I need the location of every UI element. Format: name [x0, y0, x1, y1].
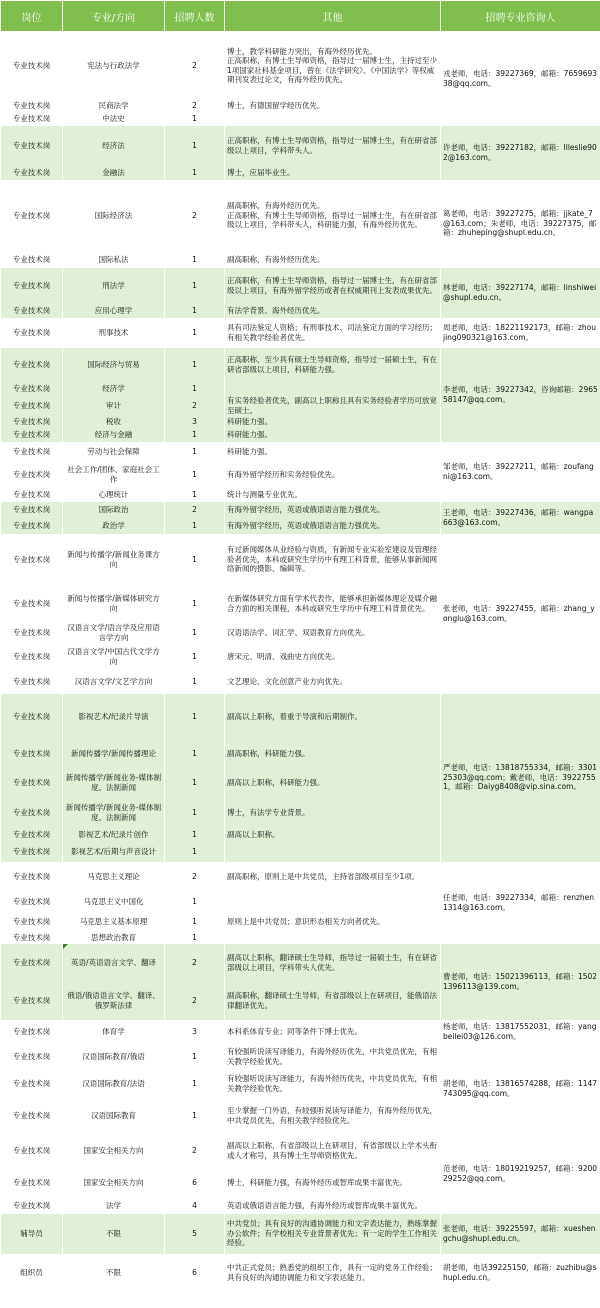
other-cell: 至少掌握一门外语，有较强听说读写译能力，有海外经历优先，中共党员优先，有相关教学经验优先。	[225, 1098, 441, 1134]
major-cell: 国际私法	[63, 252, 165, 268]
other-cell: 博士，应届毕业生。	[225, 166, 441, 180]
major-cell: 刑事技术	[63, 318, 165, 348]
major-cell: 国际经济法	[63, 180, 165, 252]
major-cell: 应用心理学	[63, 304, 165, 318]
other-cell: 副高职称，有海外经历优先。 正高职称，有博士生导师资格，指导过一届博士生，有在研省部级以上项目，学科带头人，科研能力强，有海外经历优先。	[225, 180, 441, 252]
header-position: 岗位	[1, 1, 63, 32]
count-cell: 1	[165, 1098, 225, 1134]
header-count: 招聘人数	[165, 1, 225, 32]
position-cell: 专业技术岗	[1, 842, 63, 862]
other-cell: 博士，教学科研能力突出，有海外经历优先。 正高职称，有博士生导师资格，指导过一届博士生，主持过至少1项国家社科基金项目，曾在《法学研究》、《中国法学》等权威期刊发表过论文，有海外经历优先。	[225, 32, 441, 100]
count-cell: 1	[165, 644, 225, 670]
major-cell: 新闻与传播学/新闻业务课方向	[63, 534, 165, 586]
major-cell: 国家安全相关方向	[63, 1168, 165, 1198]
other-cell: 副高以上职称，科研能力强。	[225, 768, 441, 798]
major-cell: 汉语言文学/文艺学方向	[63, 670, 165, 694]
other-cell	[225, 113, 441, 126]
other-cell: 副高以上职称。	[225, 828, 441, 842]
major-cell: 民商法学	[63, 100, 165, 113]
other-cell: 有海外留学经历和实务经验优先。	[225, 462, 441, 489]
count-cell: 1	[165, 740, 225, 768]
major-cell: 汉语言文学/语言学及应用语言学方向	[63, 622, 165, 644]
other-cell: 有法学背景、海外经历优先。	[225, 304, 441, 318]
other-cell: 有海外留学经历，英语或俄语语言能力强优先。	[225, 502, 441, 518]
position-cell: 专业技术岗	[1, 166, 63, 180]
position-cell: 专业技术岗	[1, 1098, 63, 1134]
count-cell: 2	[165, 100, 225, 113]
position-cell: 专业技术岗	[1, 318, 63, 348]
position-cell: 专业技术岗	[1, 1070, 63, 1098]
major-cell: 汉语国际教育/法语	[63, 1070, 165, 1098]
other-cell	[225, 932, 441, 944]
count-cell: 1	[165, 670, 225, 694]
contact-cell: 胡老师，电话：13816574288，邮箱：1147743095@qq.com。	[441, 1044, 600, 1134]
contact-cell: 周老师，电话：18221192173，邮箱：zhoujing090321@163.com。	[441, 318, 600, 348]
contact-cell: 胡老师，电话39225150，邮箱：zuzhibu@shupl.edu.cn。	[441, 1254, 600, 1292]
other-cell: 有海外留学经历，英语或俄语语言能力强优先。	[225, 518, 441, 534]
position-cell: 专业技术岗	[1, 932, 63, 944]
position-cell: 专业技术岗	[1, 798, 63, 828]
position-cell: 专业技术岗	[1, 304, 63, 318]
position-cell: 专业技术岗	[1, 518, 63, 534]
major-cell: 审计	[63, 396, 165, 416]
count-cell: 1	[165, 462, 225, 489]
major-cell: 经济法	[63, 126, 165, 166]
position-cell: 专业技术岗	[1, 892, 63, 912]
other-cell: 有较强听说读写译能力，有海外经历优先，中共党员优先，有相关教学经验优先。	[225, 1044, 441, 1070]
major-cell: 思想政治教育	[63, 932, 165, 944]
position-cell: 专业技术岗	[1, 768, 63, 798]
position-cell: 专业技术岗	[1, 982, 63, 1020]
table-row	[1, 1020, 600, 1044]
contact-cell: 严老师，电话：13818755334，邮箱：330125303@qq.com；戴老师，电话：39227551，邮箱：Daiyg8408@vip.sina.com。	[441, 694, 600, 862]
position-cell: 专业技术岗	[1, 1134, 63, 1168]
position-cell: 专业技术岗	[1, 944, 63, 982]
count-cell: 1	[165, 534, 225, 586]
count-cell: 1	[165, 429, 225, 442]
count-cell: 1	[165, 912, 225, 932]
count-cell: 1	[165, 304, 225, 318]
count-cell: 2	[165, 944, 225, 982]
major-cell: 经济学	[63, 382, 165, 396]
position-cell: 专业技术岗	[1, 670, 63, 694]
contact-cell: 邹老师，电话：39227211，邮箱：zoufangni@163.com。	[441, 442, 600, 502]
position-cell: 专业技术岗	[1, 489, 63, 502]
table-row	[1, 862, 600, 892]
other-cell: 中共党员；具有良好的沟通协调能力和文字表达能力，熟练掌握办公软件；有学校相关专业背景者优先；有一定的学生工作相关经验。	[225, 1214, 441, 1254]
position-cell: 专业技术岗	[1, 416, 63, 429]
position-cell: 专业技术岗	[1, 100, 63, 113]
table-row	[1, 268, 600, 304]
other-cell: 文艺理论、文化创意产业方向优先。	[225, 670, 441, 694]
major-cell: 新闻传播学/新闻业务-媒体制度、法制新闻	[63, 768, 165, 798]
other-cell: 唐宋元、明清、戏曲史方向优先。	[225, 644, 441, 670]
other-cell: 正高职称，至少具有硕士生导师资格，指导过一届硕士生，有在研省部级以上项目，科研能力强。	[225, 348, 441, 382]
count-cell: 1	[165, 442, 225, 462]
other-cell: 科研能力强。	[225, 442, 441, 462]
count-cell: 2	[165, 982, 225, 1020]
position-cell: 专业技术岗	[1, 586, 63, 622]
position-cell: 专业技术岗	[1, 396, 63, 416]
position-cell: 专业技术岗	[1, 534, 63, 586]
other-cell: 副高职称，有海外经历优先。	[225, 252, 441, 268]
count-cell: 1	[165, 842, 225, 862]
count-cell: 1	[165, 932, 225, 944]
count-cell: 1	[165, 1070, 225, 1098]
contact-cell: 任老师，电话：39227334，邮箱：renzhen1314@163.com。	[441, 862, 600, 944]
table-row	[1, 1214, 600, 1254]
count-cell: 6	[165, 1254, 225, 1292]
other-cell: 正高职称，有博士生导师资格，指导过一届博士生，有在研省部级以上项目，学科带头人。	[225, 126, 441, 166]
count-cell: 1	[165, 1044, 225, 1070]
count-cell: 1	[165, 382, 225, 396]
major-cell: 政治学	[63, 518, 165, 534]
other-cell: 副高职称，翻译硕士生导师，有省部级以上在研项目，能俄语法律翻译优先。	[225, 982, 441, 1020]
count-cell: 5	[165, 1214, 225, 1254]
position-cell: 组织员	[1, 1254, 63, 1292]
count-cell: 1	[165, 798, 225, 828]
other-cell: 英语或俄语语言能力强，有海外经历或智库成果丰富优先。	[225, 1198, 441, 1214]
count-cell: 1	[165, 318, 225, 348]
count-cell: 1	[165, 622, 225, 644]
other-cell: 具有司法鉴定人资格；有刑事技术、司法鉴定方面的学习经历；有相关教学经验者优先。	[225, 318, 441, 348]
position-cell: 专业技术岗	[1, 912, 63, 932]
major-cell: 宪法与行政法学	[63, 32, 165, 100]
header-row	[1, 1, 600, 32]
count-cell: 6	[165, 1168, 225, 1198]
major-cell: 国家安全相关方向	[63, 1134, 165, 1168]
major-cell: 影视艺术/纪录片创作	[63, 828, 165, 842]
count-cell: 2	[165, 862, 225, 892]
count-cell: 4	[165, 1198, 225, 1214]
other-cell: 汉语语法学、词汇学、双语教育方向优先。	[225, 622, 441, 644]
count-cell: 1	[165, 892, 225, 912]
position-cell: 专业技术岗	[1, 180, 63, 252]
position-cell: 专业技术岗	[1, 113, 63, 126]
other-cell: 正高职称，有博士生导师资格，指导过一届博士生，有在研省部级以上项目，有海外留学经历或者在权威期刊上发表成果优先。	[225, 268, 441, 304]
major-cell: 影视艺术/后期与声音设计	[63, 842, 165, 862]
table-row	[1, 502, 600, 518]
contact-cell: 许老师，电话：39227182，邮箱：llleslie902@163.com。	[441, 126, 600, 180]
position-cell: 专业技术岗	[1, 268, 63, 304]
count-cell: 1	[165, 113, 225, 126]
contact-cell: 李老师，电话：39227342，咨询邮箱：29655814​7@qq.com。	[441, 348, 600, 442]
other-cell: 副高以上职称，有省部级以上在研项目，有省部级以上学术头衔或人才称号，具有博士生导师资格优先。	[225, 1134, 441, 1168]
major-cell: 劳动与社会保障	[63, 442, 165, 462]
major-cell: 汉语国际教育/俄语	[63, 1044, 165, 1070]
position-cell: 专业技术岗	[1, 382, 63, 396]
count-cell: 1	[165, 828, 225, 842]
position-cell: 专业技术岗	[1, 502, 63, 518]
position-cell: 专业技术岗	[1, 644, 63, 670]
contact-cell: 张老师，电话：39225597，邮箱：xueshengchu@shupl.edu.cn。	[441, 1214, 600, 1254]
major-cell: 马克思主义基本原理	[63, 912, 165, 932]
position-cell: 专业技术岗	[1, 1168, 63, 1198]
count-cell: 2	[165, 32, 225, 100]
position-cell: 专业技术岗	[1, 32, 63, 100]
major-cell: 心理统计	[63, 489, 165, 502]
position-cell: 专业技术岗	[1, 348, 63, 382]
count-cell: 1	[165, 268, 225, 304]
other-cell: 有过新闻媒体从业经验与资质，有新闻专业实验室建设及管理经验者优先，本科或研究生学历中有理工科背景，能够从事新闻网络新闻的摄影、编辑等。	[225, 534, 441, 586]
count-cell: 1	[165, 166, 225, 180]
major-cell: 新闻传播学/新闻业务-媒体制度、法制新闻	[63, 798, 165, 828]
major-cell: 不限	[63, 1214, 165, 1254]
table-row	[1, 694, 600, 740]
position-cell: 专业技术岗	[1, 252, 63, 268]
major-cell: 马克思主义理论	[63, 862, 165, 892]
other-cell: 有实务经验者优先，副高以上职称且具有实务经验者学历可放宽至硕士。	[225, 396, 441, 416]
major-cell: 经济与金融	[63, 429, 165, 442]
table-row	[1, 534, 600, 586]
other-cell: 副高职称，科研能力强。	[225, 740, 441, 768]
other-cell: 科研能力强。	[225, 429, 441, 442]
other-cell: 原则上是中共党员；意识形态相关方向者优先。	[225, 912, 441, 932]
count-cell: 1	[165, 126, 225, 166]
table-row	[1, 126, 600, 166]
table-row	[1, 180, 600, 252]
other-cell: 副高以上职称，着重于导演和后期制作。	[225, 694, 441, 740]
major-cell: 英语/英语语言文学、翻译	[63, 944, 165, 982]
table-row	[1, 1134, 600, 1168]
major-cell: 国际经济与贸易	[63, 348, 165, 382]
contact-cell: 戎老师，电话：39227369，邮箱：765969338@qq.com。	[441, 32, 600, 126]
major-cell: 俄语/俄语语言文学、翻译、俄罗斯法律	[63, 982, 165, 1020]
header-contact: 招聘专业咨询人	[441, 1, 600, 32]
major-cell: 中法史	[63, 113, 165, 126]
count-cell: 2	[165, 180, 225, 252]
position-cell: 专业技术岗	[1, 862, 63, 892]
major-cell: 刑法学	[63, 268, 165, 304]
major-cell: 新闻与传播学/新媒体研究方向	[63, 586, 165, 622]
position-cell: 专业技术岗	[1, 1020, 63, 1044]
major-cell: 汉语言文学/中国古代文学方向	[63, 644, 165, 670]
position-cell: 专业技术岗	[1, 429, 63, 442]
count-cell: 2	[165, 1134, 225, 1168]
count-cell: 2	[165, 502, 225, 518]
count-cell: 1	[165, 694, 225, 740]
count-cell: 2	[165, 396, 225, 416]
other-cell: 博士，科研能力强，有海外经历或智库成果丰富优先。	[225, 1168, 441, 1198]
other-cell: 中共正式党员；熟悉党的组织工作，具有一定的党务工作经验；具有良好的沟通协调能力和文字表达能力。	[225, 1254, 441, 1292]
count-cell: 1	[165, 489, 225, 502]
count-cell: 1	[165, 252, 225, 268]
contact-cell: 曹老师，电话：15021396113，邮箱：15021396113@139.com。	[441, 944, 600, 1020]
other-cell	[225, 382, 441, 396]
other-cell: 统计与测量专业优先。	[225, 489, 441, 502]
count-cell: 1	[165, 586, 225, 622]
table-row	[1, 1044, 600, 1070]
major-cell: 汉语国际教育	[63, 1098, 165, 1134]
table-row	[1, 32, 600, 100]
contact-cell: 杨老师，电话：13817552031，邮箱：yangbeilei03@126.com。	[441, 1020, 600, 1044]
major-cell: 法学	[63, 1198, 165, 1214]
other-cell: 有较强听说读写译能力，有海外经历优先，中共党员优先，有相关教学经验优先。	[225, 1070, 441, 1098]
contact-cell: 葛老师，电话：39227275，邮箱：jjkate_7@163.com；朱老师，电话：39227375，邮箱：zhuheping@shupl.edu.cn。	[441, 180, 600, 268]
major-cell: 社会工作/团体、家庭社会工作	[63, 462, 165, 489]
position-cell: 专业技术岗	[1, 126, 63, 166]
other-cell	[225, 892, 441, 912]
other-cell: 副高职称，原则上是中共党员，主持省部级项目至少1项。	[225, 862, 441, 892]
other-cell	[225, 842, 441, 862]
other-cell: 博士，有法学专业背景。	[225, 798, 441, 828]
position-cell: 专业技术岗	[1, 828, 63, 842]
table-row	[1, 348, 600, 382]
count-cell: 3	[165, 1020, 225, 1044]
count-cell: 1	[165, 768, 225, 798]
position-cell: 专业技术岗	[1, 1044, 63, 1070]
major-cell: 新闻传播学/新闻传播理论	[63, 740, 165, 768]
header-other: 其他	[225, 1, 441, 32]
contact-cell: 张老师，电话：39227455，邮箱：zhang_yonglu@163.com。	[441, 534, 600, 694]
table-row	[1, 442, 600, 462]
position-cell: 辅导员	[1, 1214, 63, 1254]
count-cell: 1	[165, 518, 225, 534]
contact-cell: 林老师，电话：39227174，邮箱：linshiwei@shupl.edu.cn。	[441, 268, 600, 318]
contact-cell: 范老师，电话：18019219257，邮箱：920029252@qq.com。	[441, 1134, 600, 1214]
other-cell: 在新媒体研究方面有学术代表作，能够承担新媒体理论及媒介融合方面的相关课程，本科或研究生学历中有理工科背景优先。	[225, 586, 441, 622]
position-cell: 专业技术岗	[1, 740, 63, 768]
position-cell: 专业技术岗	[1, 442, 63, 462]
other-cell: 副高以上职称，翻译硕士生导师，指导过一届硕士生，有在研省部级以上项目，学科带头人优先。	[225, 944, 441, 982]
major-cell: 马克思主义中国化	[63, 892, 165, 912]
position-cell: 专业技术岗	[1, 622, 63, 644]
table-row	[1, 1254, 600, 1292]
major-cell: 影视艺术/纪录片导演	[63, 694, 165, 740]
position-cell: 专业技术岗	[1, 694, 63, 740]
major-cell: 金融法	[63, 166, 165, 180]
other-cell: 本科系体育专业；同等条件下博士优先。	[225, 1020, 441, 1044]
major-cell: 不限	[63, 1254, 165, 1292]
table-row	[1, 944, 600, 982]
contact-cell: 王老师，电话：39227436，邮箱：wangpa663@163.com。	[441, 502, 600, 534]
major-cell: 体育学	[63, 1020, 165, 1044]
position-cell: 专业技术岗	[1, 1198, 63, 1214]
count-cell: 3	[165, 416, 225, 429]
header-major: 专业/方向	[63, 1, 165, 32]
table-row	[1, 318, 600, 348]
count-cell: 1	[165, 348, 225, 382]
major-cell: 国际政治	[63, 502, 165, 518]
major-cell: 税收	[63, 416, 165, 429]
other-cell: 科研能力强。	[225, 416, 441, 429]
position-cell: 专业技术岗	[1, 462, 63, 489]
other-cell: 博士，有德国留学经历优先。	[225, 100, 441, 113]
